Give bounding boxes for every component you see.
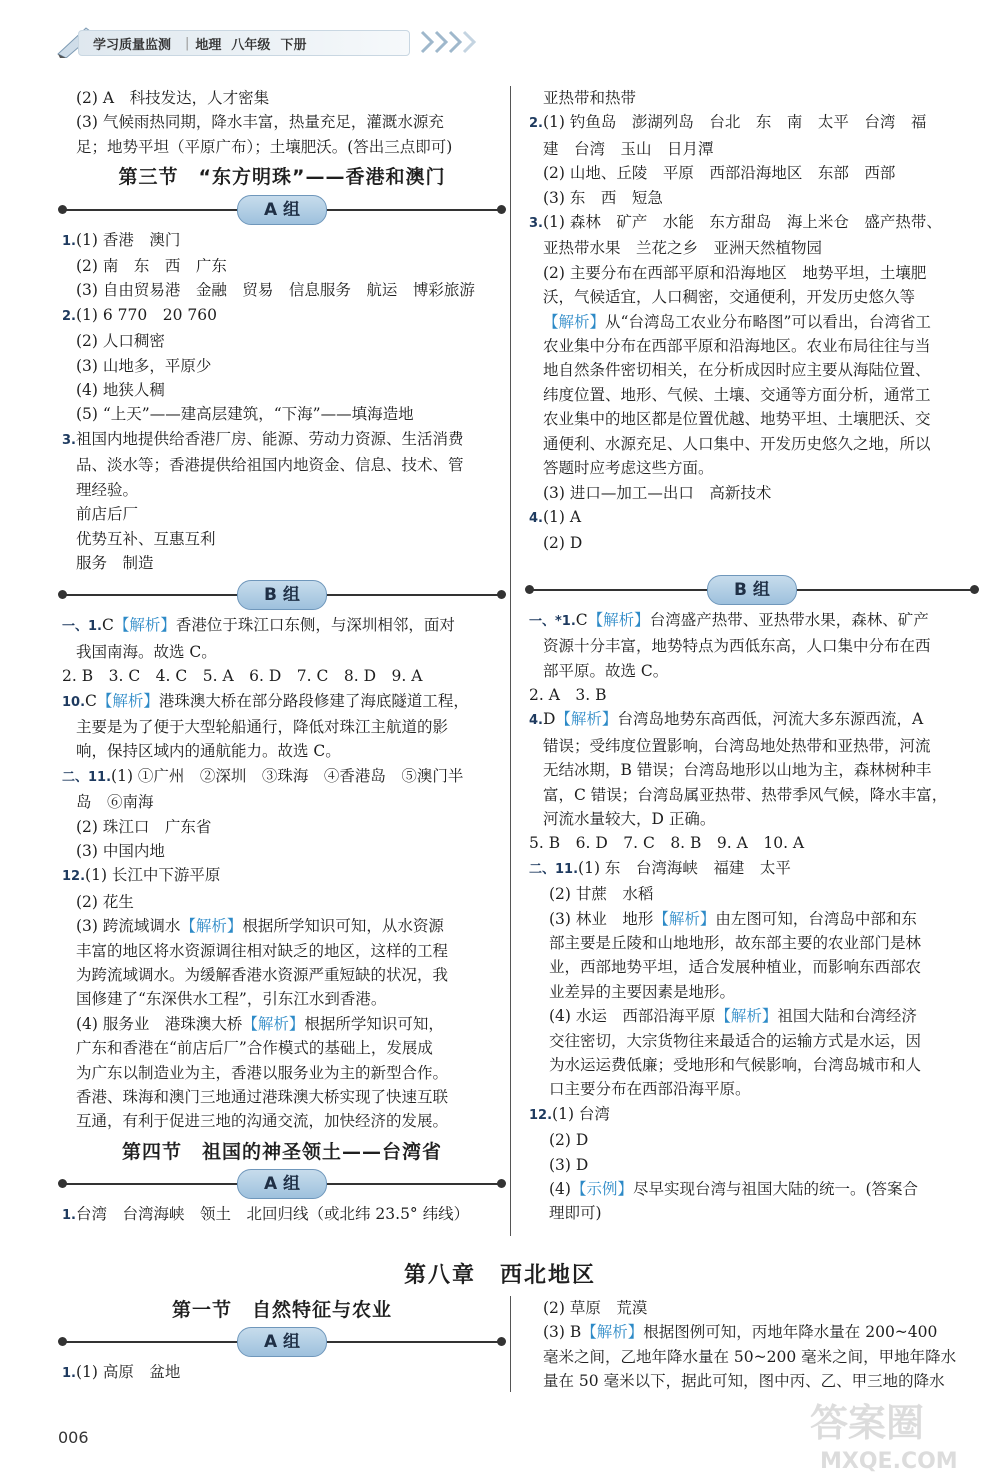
answer-text: 为水运运费低廉；受地形和气候影响，台湾岛城市和人 [549,1056,922,1075]
answer-line [62,110,502,134]
spacer [529,556,975,570]
answer-line [62,715,502,739]
answer-text: (4) 地狭人稠 [76,381,165,400]
answer-text: (2) 甘蔗 水稻 [549,885,654,904]
answer-text: 理即可) [549,1204,602,1223]
column-divider-bottom [510,1296,511,1392]
answer-line [529,856,975,882]
group-heading [529,574,975,606]
answer-line [62,613,502,639]
answer-text: 优势互补、互惠互利 [76,529,216,548]
answer-line [62,863,502,889]
answer-line [62,228,502,254]
answer-text: (3) B【解析】根据图例可知，丙地年降水量在 200~400 [543,1323,938,1342]
analysis-tag: 【解析】 [96,691,159,710]
answer-text: 祖国内地提供给香港厂房、能源、劳动力资源、生活消费 [75,429,464,448]
answer-line [62,739,502,763]
answer-line [529,110,975,136]
answer-text: 地自然条件密切相关，在分析成因时应主要从海陆位置、 [543,361,931,380]
answer-text: (1) 长江中下游平原 [85,866,221,885]
answer-column-right [529,86,975,1226]
answer-line [62,914,502,938]
answer-text: 广东和香港在“前店后厂”合作模式的基础上，发展成 [76,1039,433,1058]
answer-text: 无结冰期，B 错误；台湾岛地形以山地为主，森林树种丰 [543,761,932,780]
answer-text: (5) “上天”——建高层建筑，“下海”——填海造地 [76,405,414,424]
question-number: 二、11. [529,861,579,877]
answer-line [529,1345,975,1369]
answer-line [62,254,502,278]
answer-text: 足；地势平坦（平原广布）；土壤肥沃。(答出三点即可) [76,137,453,156]
answer-text: (1) 钓鱼岛 澎湖列岛 台北 东 南 太平 台湾 福 [542,113,927,132]
answer-text: (2) 主要分布在西部平原和沿海地区 地势平坦，土壤肥 [543,263,927,282]
answer-text: (1) A [542,507,582,526]
question-number: 3. [62,432,76,448]
answer-text: 亚热带和热带 [543,89,637,107]
answer-line [529,1029,975,1053]
question-number: 4. [529,713,543,729]
analysis-tag: 【示例】 [570,1180,633,1199]
header-grade: 八年级 [231,37,271,53]
answer-line [62,402,502,426]
answer-line [62,329,502,353]
answer-line [529,707,975,733]
answer-line [62,640,502,664]
answer-text: 建 台湾 玉山 日月潭 [543,139,714,158]
answer-line [529,481,975,505]
answer-text: 部平原。故选 C。 [543,661,669,680]
analysis-tag: 【解析】 [555,710,618,729]
answer-line [529,186,975,210]
answer-text: 为跨流域调水。为缓解香港水资源严重短缺的状况，我 [76,966,449,984]
answer-line [62,1012,502,1036]
answer-line [529,456,975,480]
answer-text: C【解析】香港位于珠江口东侧，与深圳相邻，面对 [101,616,455,635]
answer-line [529,1077,975,1101]
group-label: A 组 [237,1327,327,1357]
answer-line [529,210,975,236]
answer-line [529,1320,975,1344]
answer-text: 互通，有利于促进三地的沟通交流，加快经济的发展。 [76,1112,449,1131]
answer-line [529,807,975,831]
answer-line [529,882,975,906]
answer-text: (3) 东 西 短急 [543,188,663,207]
question-number: 2. [529,116,543,132]
header-volume: 下册 [280,37,307,53]
answer-text: (4) 水运 西部沿海平原【解析】祖国大陆和台湾经济 [549,1007,917,1026]
answer-text: (3) 自由贸易港 金融 贸易 信息服务 航运 博彩旅游 [76,281,475,300]
answer-text: 资源十分丰富，地势特点为西低东高，人口集中分布在西 [543,637,931,656]
answer-line [529,432,975,456]
answer-text: 主要是为了便于大型轮船通行，降低对珠江主航道的影 [76,717,449,736]
answer-text: 理经验。 [76,480,139,499]
answer-text: 前店后厂 [76,505,139,524]
group-label: A 组 [237,195,327,225]
answer-line [62,987,502,1011]
answer-text: (4) 服务业 港珠澳大桥【解析】根据所学知识可知， [76,1014,444,1033]
page-number: 006 [58,1428,89,1447]
analysis-tag: 【解析】 [242,1014,305,1033]
chevron-arrows-icon [420,30,490,54]
answer-line [62,790,502,814]
answer-line [62,1036,502,1060]
answer-text: 业，西部地势平坦，适合发展种植业，而影响东西部农 [549,958,922,977]
answer-line [529,758,975,782]
answer-line [529,137,975,161]
svg-text:答案圈: 答案圈 [810,1401,925,1445]
analysis-tag: 【解析】 [715,1007,778,1026]
section-title: 第一节 自然特征与农业 [171,1299,392,1321]
answer-line [62,1360,502,1386]
answer-text: (2) A 科技发达，人才密集 [76,89,270,107]
answer-text: 我国南海。故选 C。 [76,642,217,661]
answer-text: C【解析】台湾盛产热带、亚热带水果，森林、矿产 [575,610,929,629]
answer-text: 品、淡水等；香港提供给祖国内地资金、信息、技术、管 [76,456,464,475]
answer-text: (2) 花生 [76,892,134,911]
answer-text: (1) 东 台湾海峡 福建 太平 [578,858,791,877]
answer-text: (2) 珠江口 广东省 [76,817,212,836]
answer-text: 2. B 3. C 4. C 5. A 6. D 7. C 8. D 9. A [62,667,423,686]
group-heading [62,1326,502,1358]
answer-line [62,453,502,477]
question-number: 1. [62,1208,76,1224]
answer-text: (2) D [543,534,583,553]
answer-line [62,551,502,575]
question-number: 1. [62,233,76,249]
answer-line [62,689,502,715]
analysis-tag: 【解析】 [581,1323,644,1342]
answer-line [62,1085,502,1109]
answer-text: (2) 山地、丘陵 平原 西部沿海地区 东部 西部 [543,164,896,183]
answer-line [62,939,502,963]
answer-text: 5. B 6. D 7. C 8. B 9. A 10. A [529,834,805,853]
answer-text: 毫米之间，乙地年降水量在 50~200 毫米之间，甲地年降水 [543,1347,957,1366]
question-number: 一、1. [62,619,102,635]
answer-line [529,1053,975,1077]
answer-line [62,303,502,329]
answer-text: (1) 高原 盆地 [75,1363,181,1382]
answer-line [529,683,975,707]
answer-line [62,963,502,987]
answer-line [529,1102,975,1128]
answer-line [529,659,975,683]
answer-text: (3) 气候雨热同期，降水丰富，热量充足，灌溉水源充 [76,113,444,132]
answer-text: 量在 50 毫米以下，据此可知，图中丙、乙、甲三地的降水 [543,1372,945,1391]
answer-line [529,310,975,334]
answer-line [529,1201,975,1225]
column-divider [510,86,511,1236]
analysis-tag: 【解析】 [113,616,176,635]
answer-line [529,358,975,382]
answer-text: D【解析】台湾岛地势东高西低，河流大多东源西流，A [542,710,924,729]
answer-text: (3) 林业 地形【解析】由左图可知，台湾岛中部和东 [549,909,917,928]
analysis-tag: 【解析】 [180,917,243,936]
question-number: 一、*1. [529,613,576,629]
question-number: 4. [529,510,543,526]
answer-line [529,831,975,855]
answer-line [529,383,975,407]
question-number: 3. [529,216,543,232]
answer-line [62,1202,502,1228]
question-number: 10. [62,694,86,710]
group-heading [62,1168,502,1200]
answer-line [62,86,502,110]
answer-text: 业差异的主要因素是地形。 [549,982,736,1001]
group-heading [62,194,502,226]
answer-text: (3) 中国内地 [76,841,165,860]
answer-text: 农业集中分布在西部平原和沿海地区。农业布局往往与当 [543,337,931,356]
group-label: B 组 [707,575,797,605]
answer-text: (3) 进口—加工—出口 高新技术 [543,483,772,502]
answer-column-bottom-left [62,1292,502,1387]
answer-text: 丰富的地区将水资源调往相对缺乏的地区，这样的工程 [76,941,449,960]
watermark-logo [800,1392,990,1474]
answer-line [529,1296,975,1320]
answer-line [529,1177,975,1201]
answer-text: 2. A 3. B [529,685,607,704]
answer-text: C【解析】港珠澳大桥在部分路段修建了海底隧道工程， [85,691,469,710]
answer-line [529,334,975,358]
answer-text: 部主要是丘陵和山地地形，故东部主要的农业部门是林 [549,934,922,952]
answer-line [62,1109,502,1133]
answer-text: 交往密切，大宗货物往来最适合的运输方式是水运，因 [549,1031,922,1050]
answer-line [529,161,975,185]
answer-line [62,839,502,863]
answer-line [62,354,502,378]
answer-line [529,634,975,658]
header-book: 学习质量监测 [93,37,172,53]
answer-line [529,608,975,634]
answer-text: 通便利、水源充足、人口集中、开发历史悠久之地，所以 [543,434,931,453]
answer-text: (1) 台湾 [552,1104,610,1123]
answer-line [62,378,502,402]
answer-line [62,278,502,302]
answer-line [529,86,975,110]
answer-line [529,931,975,955]
answer-text: 【解析】从“台湾岛工农业分布略图”可以看出，台湾省工 [543,312,931,331]
answer-line [62,815,502,839]
question-number: 2. [62,308,76,324]
group-label: B 组 [237,580,327,610]
question-number: 12. [529,1107,553,1123]
answer-text: 为广东以制造业为主，香港以服务业为主的新型合作。 [76,1063,449,1082]
answer-line [529,1153,975,1177]
answer-line [529,1004,975,1028]
answer-line [529,783,975,807]
answer-text: (1) 森林 矿产 水能 东方甜岛 海上米仓 盛产热带、 [542,213,942,232]
answer-column-left [62,86,502,1229]
answer-text: 台湾 台湾海峡 领土 北回归线（或北纬 23.5° 纬线） [75,1205,470,1224]
header-tag: 学习质量监测 | 地理 八年级 下册 [78,30,410,56]
answer-line [529,1369,975,1393]
answer-line [529,734,975,758]
section-title: 第四节 祖国的神圣领土——台湾省 [121,1140,442,1163]
answer-line [529,261,975,285]
answer-line [62,427,502,453]
answer-line [62,664,502,688]
answer-text: 纬度位置、地形、气候、土壤、交通等方面分析，通常工 [543,385,931,404]
answer-line [529,907,975,931]
answer-line [529,955,975,979]
answer-text: 口主要分布在西部沿海平原。 [549,1080,751,1099]
answer-text: (1) ①广州 ②深圳 ③珠海 ④香港岛 ⑤澳门半 [111,766,464,785]
section-title: 第三节 “东方明珠”——香港和澳门 [118,166,446,189]
answer-line [529,285,975,309]
answer-text: (1) 6 770 20 760 [75,305,217,324]
answer-text: 沃，气候适宜，人口稠密，交通便利，开发历史悠久等 [543,288,916,307]
answer-text: (4)【示例】尽早实现台湾与祖国大陆的统一。(答案合 [549,1180,919,1199]
question-number: 12. [62,869,86,885]
analysis-tag: 【解析】 [587,610,650,629]
answer-line [529,236,975,260]
answer-line [62,764,502,790]
chapter-title: 第八章 西北地区 [403,1263,596,1288]
answer-line [529,980,975,1004]
answer-line [529,407,975,431]
answer-text: (2) 南 东 西 广东 [76,257,227,276]
header-subject: 地理 [195,37,222,53]
question-number: 1. [62,1366,76,1382]
analysis-tag: 【解析】 [543,312,606,331]
group-label: A 组 [237,1169,327,1199]
answer-text: (1) 香港 澳门 [75,230,181,249]
svg-text:MXQE.COM: MXQE.COM [820,1449,958,1474]
answer-line [529,1128,975,1152]
page-header [56,24,436,58]
answer-text: 响，保持区域内的通航能力。故选 C。 [76,742,341,761]
answer-text: 亚热带水果 兰花之乡 亚洲天然植物园 [543,239,823,258]
answer-text: (2) 人口稠密 [76,332,165,351]
answer-text: (2) D [549,1131,589,1150]
group-heading [62,579,502,611]
answer-line [62,478,502,502]
analysis-tag: 【解析】 [653,909,716,928]
answer-text: (3) D [549,1155,589,1174]
answer-text: 河流水量较大，D 正确。 [543,809,716,828]
answer-text: 农业集中的地区都是位置优越、地势平坦、土壤肥沃、交 [543,410,931,429]
answer-line [62,527,502,551]
answer-line [62,135,502,159]
answer-line [529,531,975,555]
answer-text: 岛 ⑥南海 [76,793,154,812]
answer-line [62,890,502,914]
answer-text: 富，C 错误；台湾岛属亚热带、热带季风气候，降水丰富， [543,785,948,804]
answer-text: (3) 跨流域调水【解析】根据所学知识可知，从水资源 [76,917,444,936]
answer-text: 服务 制造 [76,553,154,572]
answer-text: 国修建了“东深供水工程”，引东江水到香港。 [76,990,387,1009]
answer-text: 香港、珠海和澳门三地通过港珠澳大桥实现了快速互联 [76,1088,449,1107]
answer-text: (2) 草原 荒漠 [543,1299,648,1317]
answer-line [62,502,502,526]
answer-column-bottom-right [529,1296,975,1394]
answer-text: (3) 山地多，平原少 [76,356,212,375]
answer-text: 错误；受纬度位置影响，台湾岛地处热带和亚热带，河流 [543,736,931,755]
answer-line [529,505,975,531]
question-number: 二、11. [62,769,112,785]
answer-text: 答题时应考虑这些方面。 [543,459,714,478]
answer-line [62,1061,502,1085]
